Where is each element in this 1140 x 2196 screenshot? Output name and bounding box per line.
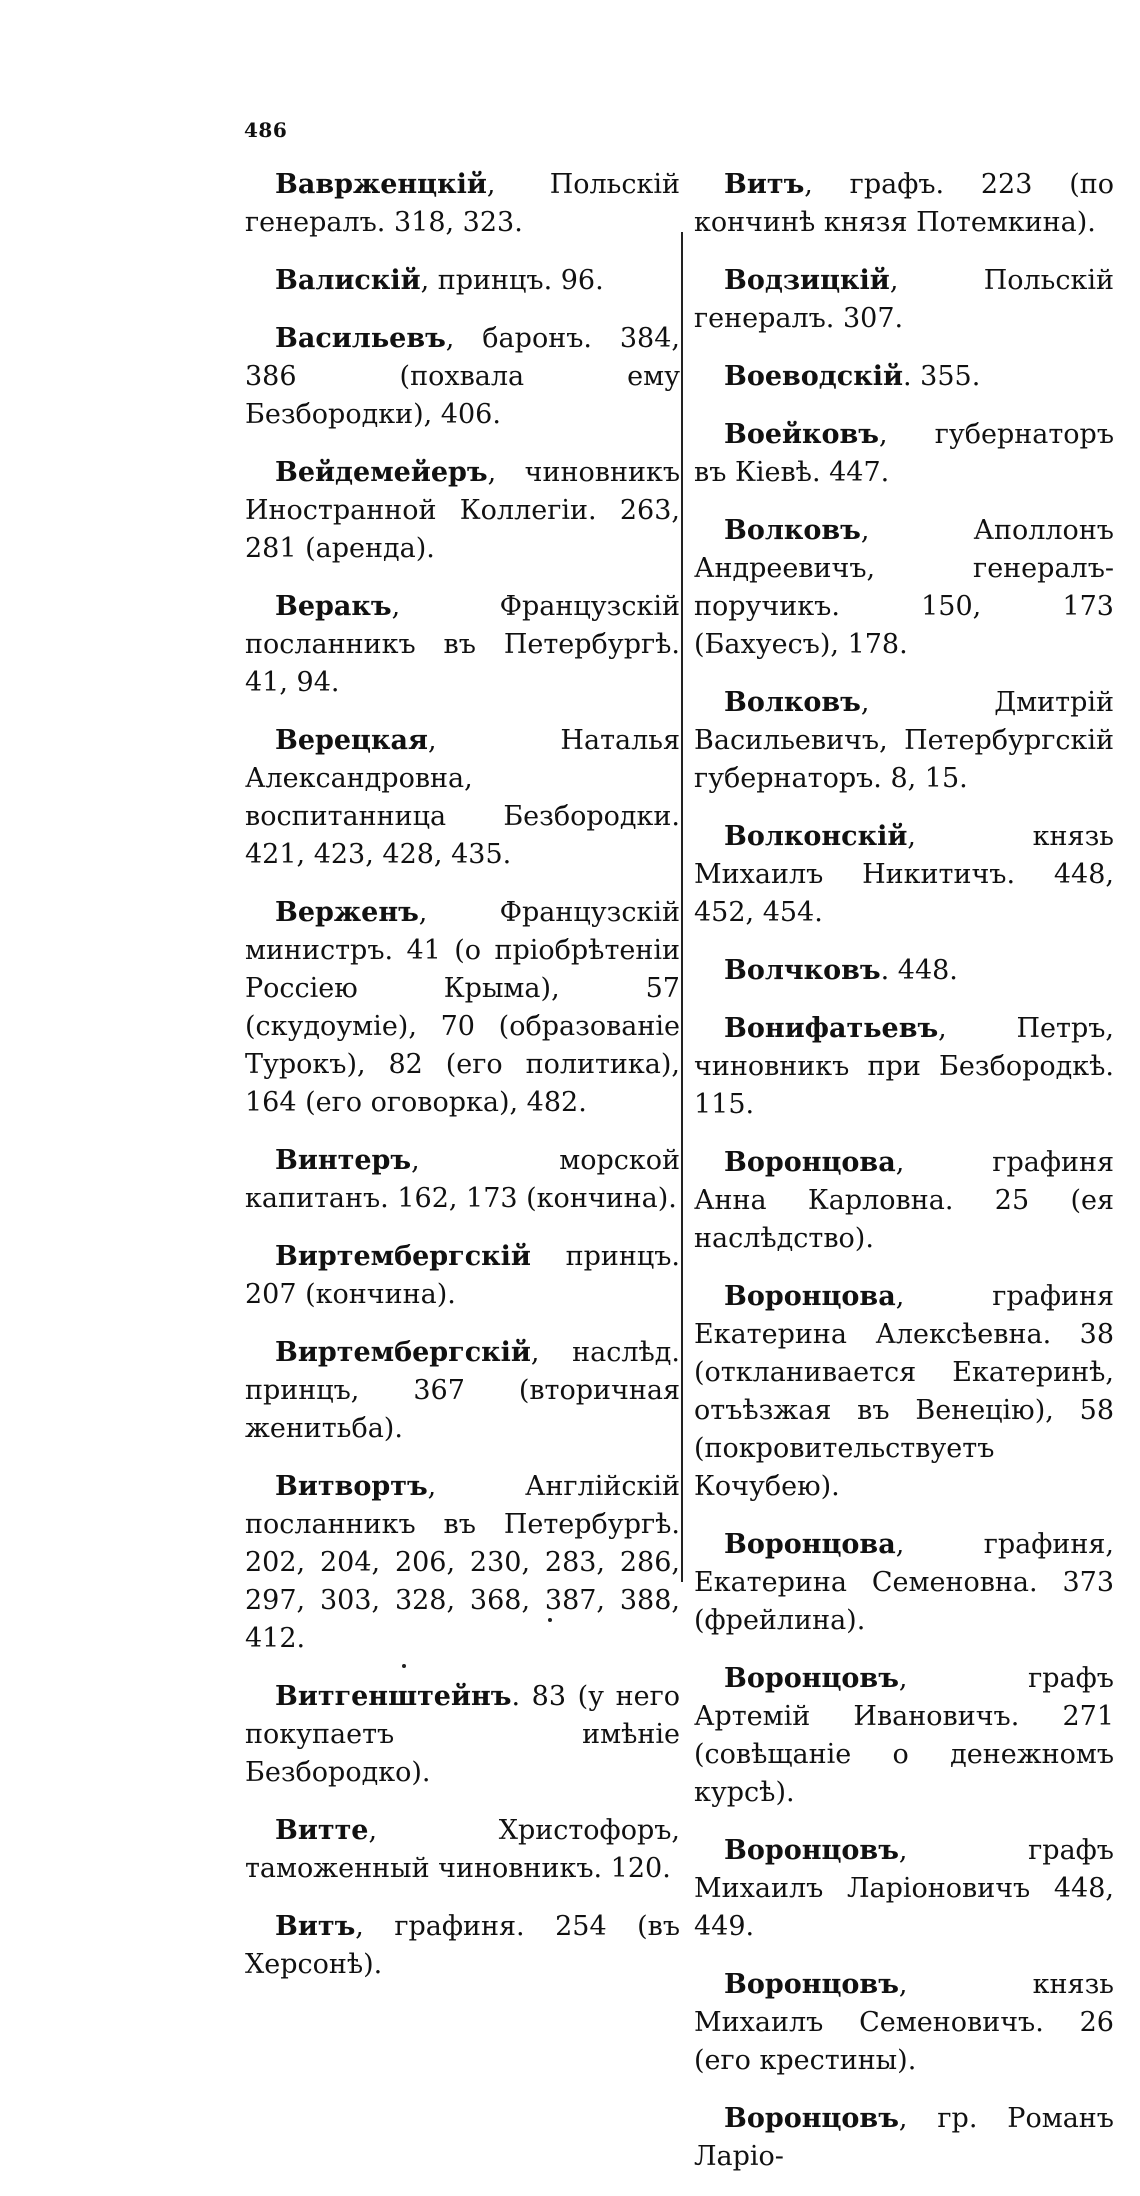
entry-name: Витгенштейнъ [275, 1681, 512, 1712]
index-entry [694, 358, 1114, 396]
entry-name: Воейковъ [724, 419, 880, 450]
entry-text: , князь Михаилъ Никитичъ. 448, 452, 454. [694, 821, 1114, 928]
entry-name: Винтеръ [275, 1145, 412, 1176]
entry-text: , графъ Михаилъ Ларіоновичъ 448, 449. [694, 1835, 1114, 1942]
entry-name: Витвортъ [275, 1471, 428, 1502]
entry-name: Воронцовъ [724, 1969, 899, 2000]
index-entry [694, 262, 1114, 338]
entry-text: принцъ. 207 (кончина). [245, 1241, 680, 1310]
entry-name: Воронцова [724, 1529, 896, 1560]
index-entry [694, 1832, 1114, 1946]
index-entry [245, 722, 680, 874]
entry-text: , Французскій министръ. 41 (о пріобрѣтеніи Россіею Крыма), 57 (скудоуміе), 70 (образованіе Турокъ), 82 (его политика), 164 (его оговорка), 482. [245, 897, 680, 1118]
entry-name: Витъ [275, 1911, 356, 1942]
index-entry [245, 1812, 680, 1888]
entry-name: Волчковъ [724, 955, 881, 986]
entry-name: Воронцовъ [724, 1835, 899, 1866]
entry-text: , Христофоръ, таможенный чиновникъ. 120. [245, 1815, 680, 1884]
print-speck [548, 1618, 552, 1622]
entry-text: , графиня Екатерина Алексѣевна. 38 (откланивается Екатеринѣ, отъѣзжая въ Венецію), 58 (покровительствуетъ Кочубею). [694, 1281, 1114, 1502]
entry-text: , Дмитрій Васильевичъ, Петербургскій губернаторъ. 8, 15. [694, 687, 1114, 794]
print-speck [402, 1664, 406, 1668]
entry-name: Васильевъ [275, 323, 446, 354]
index-entry [245, 1238, 680, 1314]
index-entry [245, 1468, 680, 1658]
index-entry [245, 1334, 680, 1448]
index-entry [245, 262, 680, 300]
entry-text: , графъ. 223 (по кончинѣ князя Потемкина). [694, 169, 1114, 238]
entry-text: , морской капитанъ. 162, 173 (кончина). [245, 1145, 680, 1214]
index-entry [694, 1144, 1114, 1258]
left-column [245, 166, 680, 2004]
entry-name: Волконскій [724, 821, 908, 852]
entry-name: Витте [275, 1815, 369, 1846]
entry-name: Воронцова [724, 1147, 896, 1178]
entry-name: Верженъ [275, 897, 419, 928]
entry-text: , князь Михаилъ Семеновичъ. 26 (его крестины). [694, 1969, 1114, 2076]
entry-name: Веракъ [275, 591, 392, 622]
entry-text: , графиня, Екатерина Семеновна. 373 (фрейлина). [694, 1529, 1114, 1636]
entry-text: , Польскій генералъ. 318, 323. [245, 169, 680, 238]
entry-text: , графъ Артемій Ивановичъ. 271 (совѣщаніе о денежномъ курсѣ). [694, 1663, 1114, 1808]
entry-text: , Наталья Александровна, воспитанница Безбородки. 421, 423, 428, 435. [245, 725, 680, 870]
entry-text: , гр. Романъ Ларіо- [694, 2103, 1114, 2172]
index-entry [694, 1278, 1114, 1506]
entry-text: , Польскій генералъ. 307. [694, 265, 1114, 334]
index-entry [245, 166, 680, 242]
entry-text: , наслѣд. принцъ, 367 (вторичная женитьба). [245, 1337, 680, 1444]
index-entry [694, 1526, 1114, 1640]
entry-name: Воеводскій [724, 361, 903, 392]
entry-name: Вонифатьевъ [724, 1013, 939, 1044]
entry-text: . 448. [880, 955, 958, 986]
index-entry [245, 894, 680, 1122]
entry-name: Воронцовъ [724, 1663, 899, 1694]
index-entry [694, 818, 1114, 932]
index-entry [694, 1966, 1114, 2080]
entry-name: Верецкая [275, 725, 428, 756]
entry-text: , чиновникъ Иностранной Коллегіи. 263, 281 (аренда). [245, 457, 680, 564]
right-column [694, 166, 1114, 2196]
page-number: 486 [244, 118, 288, 142]
entry-name: Валискій [275, 265, 421, 296]
entry-name: Виртембергскій [275, 1337, 531, 1368]
entry-name: Виртембергскій [275, 1241, 531, 1272]
entry-name: Волковъ [724, 515, 861, 546]
entry-text: , Англійскій посланникъ въ Петербургѣ. 202, 204, 206, 230, 283, 286, 297, 303, 328, 368, 387, 388, 412. [245, 1471, 680, 1654]
index-entry [694, 1660, 1114, 1812]
entry-name: Ваврженцкій [275, 169, 487, 200]
index-entry [694, 166, 1114, 242]
index-entry [245, 320, 680, 434]
entry-name: Витъ [724, 169, 805, 200]
entry-name: Водзицкій [724, 265, 890, 296]
entry-name: Воронцова [724, 1281, 896, 1312]
entry-text: . 355. [903, 361, 981, 392]
entry-name: Воронцовъ [724, 2103, 899, 2134]
entry-text: , губернаторъ въ Кіевѣ. 447. [694, 419, 1114, 488]
index-entry [245, 1678, 680, 1792]
index-entry [694, 952, 1114, 990]
entry-text: , баронъ. 384, 386 (похвала ему Безбородки), 406. [245, 323, 680, 430]
entry-text: , принцъ. 96. [420, 265, 604, 296]
entry-name: Волковъ [724, 687, 861, 718]
index-entry [694, 512, 1114, 664]
column-divider [681, 232, 683, 1582]
index-entry [694, 416, 1114, 492]
index-entry [694, 2100, 1114, 2176]
entry-text: , графиня Анна Карловна. 25 (ея наслѣдство). [694, 1147, 1114, 1254]
index-entry [245, 1142, 680, 1218]
index-entry [694, 1010, 1114, 1124]
index-entry [694, 684, 1114, 798]
entry-text: , Французскій посланникъ въ Петербургѣ. 41, 94. [245, 591, 680, 698]
entry-text: . 83 (у него покупаетъ имѣніе Безбородко). [245, 1681, 680, 1788]
entry-text: , графиня. 254 (въ Херсонѣ). [245, 1911, 680, 1980]
entry-text: , Петръ, чиновникъ при Безбородкѣ. 115. [694, 1013, 1114, 1120]
entry-text: , Аполлонъ Андреевичъ, генералъ-поручикъ. 150, 173 (Бахуесъ), 178. [694, 515, 1114, 660]
entry-name: Вейдемейеръ [275, 457, 488, 488]
index-entry [245, 1908, 680, 1984]
index-entry [245, 588, 680, 702]
index-entry [245, 454, 680, 568]
